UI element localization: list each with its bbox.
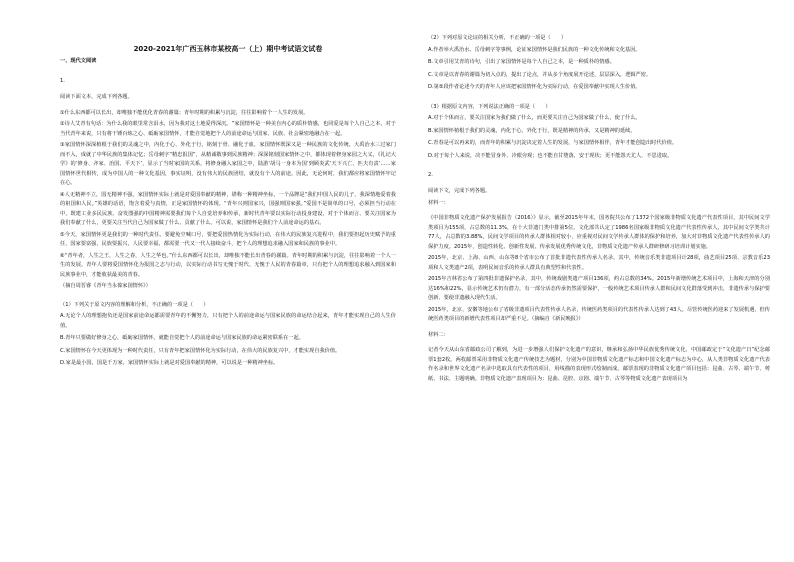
material-paragraph: 2015年，北京、上海、山西、山东等8个省市公布了首批非遗代表性传承人名录，其中，传统音乐类非遗项目计28项，曲艺项目25项、宗教音乐23项和人文类遗产2项，表明民间音乐的传承人群具有典型性和代表性。 — [428, 255, 770, 271]
passage-paragraph: ⑥“青年者，人生之王，人生之春，人生之华也。”什么东西都可以长出，却唯独不能长出青春的谢篇。青年时期的积累与沉淀，往往影响着一个人一生的发展。青年人要将爱国情怀化为报国之志与行动，以实际行动书写无愧于时代、无愧于人民的青春篇章，只有把个人的理想追求融入到国家和民族事业中，才能收获最美的青春。 — [60, 252, 396, 278]
option-b: B.文章引用艾青的诗句，引出了家国情怀是每个人自己之本，是一种质朴的情感。 — [428, 59, 615, 65]
sub-question-stem: （1）下列关于原文内容的理解和分析，不正确的一项是（ ） — [60, 301, 209, 308]
exam-title: 2020-2021年广西玉林市某校高一（上）期中考试语文试卷 — [133, 45, 323, 53]
passage-paragraph: ③家国情怀深深植根于我们的灵魂之中，内化于心、外化于行，铭刻于骨、融化于血，家国情怀既深又是一种民族的文化传统。大禹治水三过家门而不入，成就了中华民族的集体记忆；岳母刺字“精忠报国”，从精诚敬事到民族精神；深深铭刻国家情怀之中，都体现着修身家园之大义，《礼记大学》的‘修身、齐家、治国、平天下’，显示了当时家国的关系，将修身融入家国之中，陆游‘胡马一身本为国’到顾炎武‘天下兴亡，匹夫有责’……家国情怀世代相传，成为中国人的一种文化基因，事实证明，没有伟大的民族团结，就没有个人的前途。因此，无论何时，我们都应将家国情怀牢记在心。 — [60, 142, 396, 186]
left-column — [60, 30, 396, 372]
option-d: D.对于每个人来说，决不能冒身外、冷眼旁观；也不能自甘堕落，安于现状；更不能怨天尤人、不思进取。 — [428, 152, 673, 159]
question-number: 1. — [60, 78, 65, 84]
right-column — [428, 30, 770, 386]
option-c: C.青春是可以再来的，而青年的积累与沉淀决定着人生的发展，与家国情怀相伴，青年才能创造出时代价值。 — [428, 140, 678, 146]
option-a: A.对于个体而言，要关注国家为我们做了什么，而更要关注自己为国家做了什么，使了什么。 — [428, 115, 641, 121]
option-d: D.家是最小国，国是千万家，家国情怀实际上就是对爱国奉献的精神，可以说是一种精神坐标。 — [60, 360, 279, 366]
option-b: B.青年只要做好修身之心，砥砺家国情怀，就能自觉把个人的前途命运与国家民族的命运紧密联系在一起。 — [60, 335, 304, 341]
question-intro: 阅读下文，完成下列各题。 — [428, 188, 491, 194]
material-paragraph: 2015年吉林省公布了第四批非遗保护名录，其中，传统戏剧类遗产项目136项，约占总数的34%。2015年新增传统艺术项目中，上海和天津的分别达16%和22%，显示传统艺术仍有潜力，有一部分活态传承仍然需要保护，一般传统艺术项目传承人群和民间文化群落受到冲击，非遗传承与保护要创新、要使非遗融入现代生活。 — [428, 276, 770, 301]
material-paragraph: 2015年，北京、安徽等地公布了省级非遗项目代表性传承人名录，传统医药类项目的代表性传承人达到了43人。尽管传统医药迎来了发展机遇，但传统医药类项目的新增代表性项目却严重不足。（摘编自《新民晚报》） — [428, 306, 770, 322]
material-label: 材料一： — [428, 199, 449, 206]
sub-question-stem: （2）下列对原文论证的相关分析，不正确的一项是（ ） — [428, 35, 567, 41]
section-heading: 一、现代文阅读 — [60, 58, 97, 64]
material-label: 材料二： — [428, 331, 449, 338]
passage-paragraph: ⑤今天，家国情怀更是我们的一种时代责任。要避免空喊口号，要把爱国热情化为实际行动，在伟大的民族复兴进程中，我们要担起历史赋予的重任，国家要富强，民族要振兴，人民要幸福，都需要一代又一代人接续奋斗，把个人的理想追求融入国家和民族的事业中。 — [60, 231, 396, 247]
option-c: C.家国情怀在今天更体现为一种时代责任，只有青年把家国情怀化为实际行动，在伟大的民族复兴中，才能实现自我价值。 — [60, 347, 341, 354]
material-paragraph: 记者今天从山东省邮政公司了解到，为进一步增强人们保护文化遗产的意识，继承和弘扬中华民族优秀传统文化，中国邮政定于“文化遗产日”纪念邮票1套2枚。两枚邮票采用非物质文化遗产传统技艺为题材，分别为中国非物质文化遗产标志和中国文化遗产标志为中心，从人类非物质文化遗产代表作名录和世界文化遗产名录中选取具有代表性的项目，用线描的表现形式绘制而成。邮票表现的非物质文化遗产项目包括：昆曲、古琴、端午节、剪纸、书法、主题明确。非物质文化遗产表现项目为：昆曲、昆腔、京剧、端午节、古琴等物质文化遗产表现项目为 — [428, 347, 770, 382]
question-number: 2. — [428, 172, 433, 178]
question-intro: 阅读下面文本，完成下列各题。 — [60, 94, 133, 100]
option-a: A.作者举大禹治水、岳母刺字等事例，论证家国情怀是我们民族的一种文化传统和文化基因。 — [428, 46, 641, 53]
passage-source: （摘自周晋睿《青年当永葆家国情怀》） — [60, 283, 151, 289]
option-a: A.无论个人的理想抱负还是国家前途命运都需要青年的不懈努力，只有把个人的前途命运与国家民族的命运结合起来，青年才能实现自己的人生价值。 — [60, 313, 396, 329]
option-d: D.第⑤段作者论述今天的青年人应该把家国情怀化为实际行动，在爱国奉献中实现人生价值。 — [428, 84, 641, 90]
passage-paragraph: ①什么东西都可以长出，却唯独不能优化青春的谢篇；青年时期的积累与沉淀，往往影响着个一人生的发展。 — [60, 109, 309, 116]
sub-question-stem: （3）根据原文内容，下列说法正确的一项是（ ） — [428, 103, 551, 110]
material-paragraph: 《中国非物质文化遗产保护发展报告（2016）》显示，截至2015年年末，国务院共公布了1372个国家级非物质文化遗产代表性项目，其中民间文学类项目为155项，占总数的11.3%，在十大非遗门类中排第5位。文化部共认定了1986名国家级非物质文化遗产代表性传承人，其中民间文学类共计77人，占总数的3.88%。民间文学项目的传承人群体相对较小，应重视对民间文学传承人群体的保护和培养，加大对非物质文化遗产代表性传承人的保护力度。2015年，创造性转化、创新性发展、传承发展优秀传统文化，非物质文化遗产传承人群研修研习培训计划实施。 — [428, 215, 770, 250]
option-b: B.家国情怀植根于我们的灵魂，内化于心，外化于行，既是精神的传承，又是精神的延续。 — [428, 127, 636, 134]
passage-paragraph: ④人无精神不立，国无精神不强。家国情怀实际上就是对爱国奉献的精神，堪称一种精神坐标，一个品牌是“我们中国人民的儿子，我深情地爱着我的祖国和人民。”英雄的话语，饱含着爱与真情，正是家国情怀的体现。“青年兴则国家兴，国强则国家强。”爱国不是简单的口号，必须担当行动在中，既建工业多民民族、奋发图强的中国精神需要我们每个人自觉培养和传承，新时代青年要以实际行动投身建设，对于个体而言，要关注国家为我们奉献了什么，更要关注当代自己为国家做了什么、贡献了什么。可以说，家国情怀是我们个人前途命运的基石。 — [60, 191, 396, 226]
option-c: C.文章是以青春的谢篇为切入点的，提出了论点，并从多个角度展开论述，层层深入，逻辑严密。 — [428, 71, 652, 78]
passage-paragraph: ②诗人艾青有句话：为什么我的眼里常含泪水，因为我对这土地爱得深沉。“家国情怀是一种美自内心的质朴情感，也同爱是每个人自己之本，对于当代青年来说，只有将干锤百炼之心、砥砺家国情怀，才能自觉地把个人的前途命运与国家、民族、社会紧密地融合在一起。 — [60, 121, 396, 137]
